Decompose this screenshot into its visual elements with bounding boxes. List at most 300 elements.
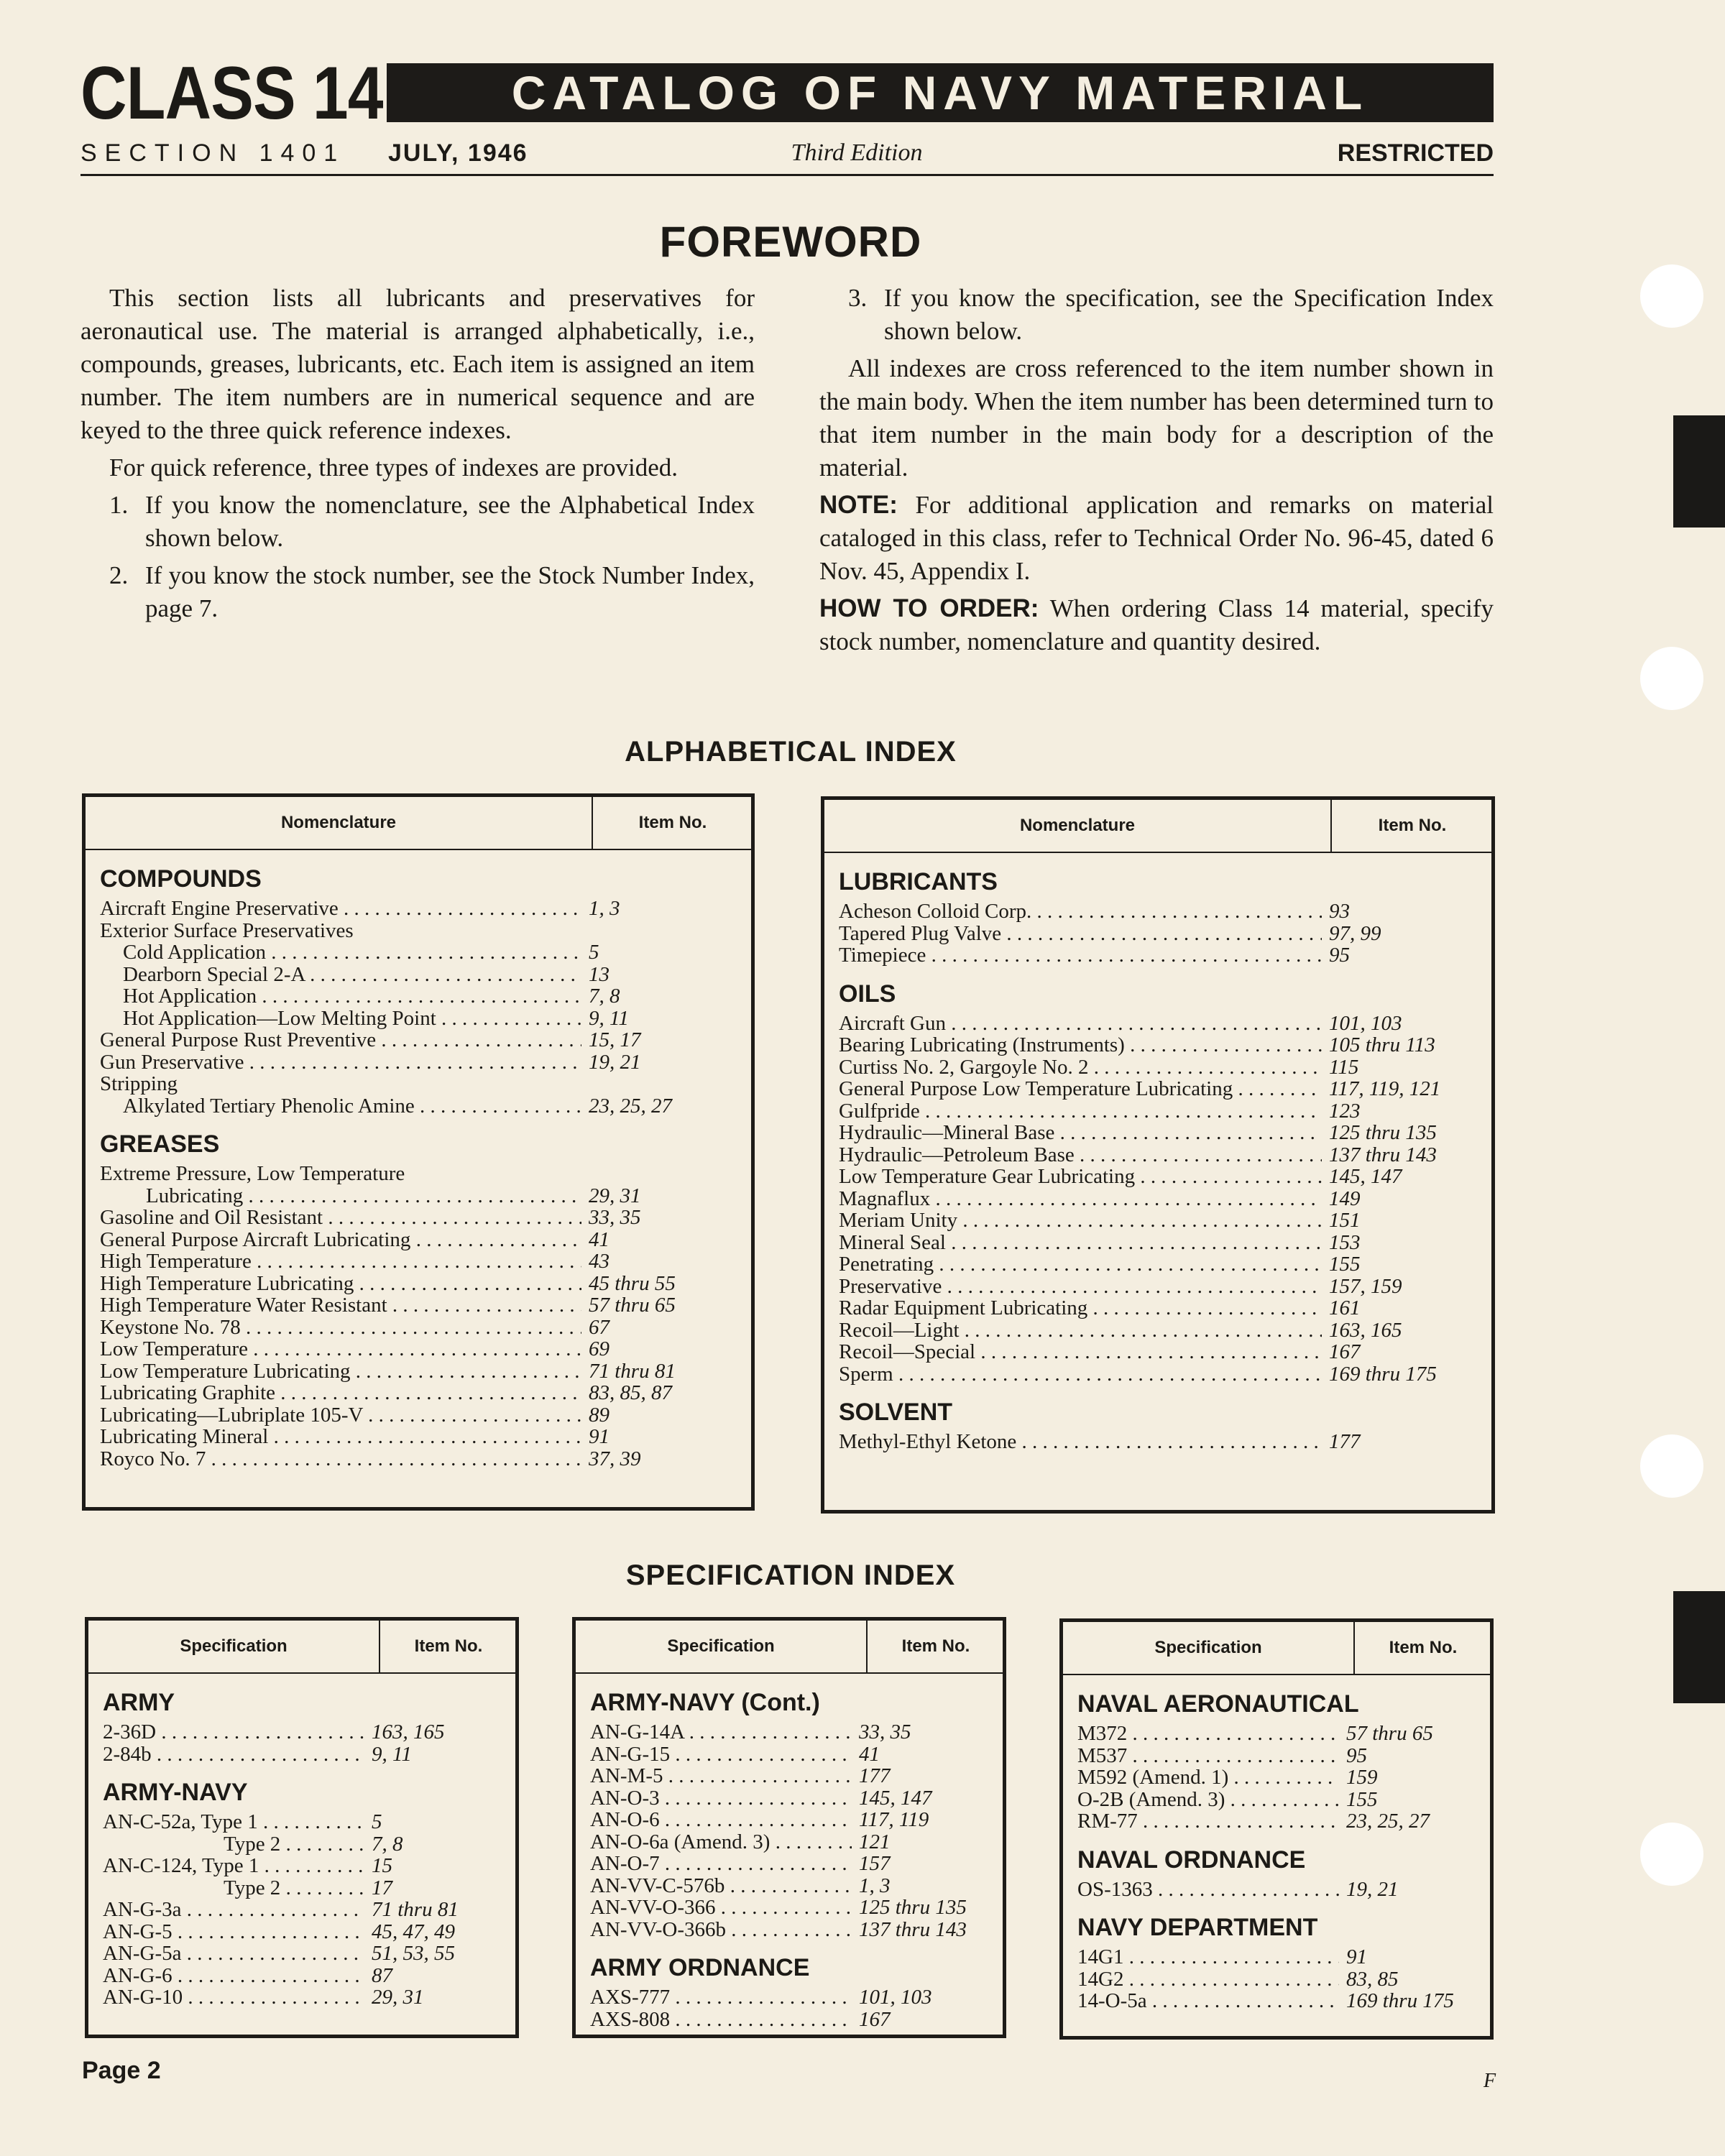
index-entry-item-no: 137 thru 143: [1329, 1143, 1437, 1166]
index-entry-item-no: 167: [859, 2007, 891, 2031]
index-entry-name: Sperm . . .: [839, 1363, 1322, 1386]
index-entry-name: AN-O-6a (Amend. 3) . . .: [590, 1831, 852, 1853]
index-entry-name: AXS-777 . . .: [590, 1986, 852, 2009]
item-no-header: Item No.: [1330, 800, 1493, 852]
index-row: [100, 1338, 737, 1360]
index-group-title: ARMY-NAVY: [103, 1779, 248, 1806]
subheader: [80, 138, 1494, 176]
index-row: [103, 1921, 501, 1943]
index-row: [100, 1426, 737, 1448]
index-row: [103, 1877, 501, 1899]
index-entry-name: Hydraulic—Mineral Base . . .: [839, 1122, 1322, 1144]
index-entry-name: Exterior Surface Preservatives: [100, 919, 354, 941]
index-row: [100, 1029, 737, 1051]
index-row: [1077, 1968, 1476, 1991]
foreword-step: [109, 489, 755, 555]
index-entry-name: 2-36D . . .: [103, 1721, 364, 1743]
index-group-title: NAVAL AERONAUTICAL: [1077, 1690, 1359, 1718]
index-row: [100, 1207, 737, 1229]
index-entry-name: AN-G-14A . . .: [590, 1721, 852, 1743]
index-row: [839, 1034, 1477, 1056]
index-entry-item-no: 95: [1346, 1743, 1367, 1767]
index-entry-name: M592 (Amend. 1) . . .: [1077, 1766, 1339, 1789]
index-entry-name: Low Temperature Lubricating . . .: [100, 1360, 581, 1383]
index-entry-name: AN-VV-O-366b . . .: [590, 1919, 852, 1941]
index-group-title: LUBRICANTS: [839, 868, 998, 895]
index-entry-item-no: 145, 147: [859, 1786, 932, 1810]
index-row: [1077, 1946, 1476, 1968]
section-label: SECTION 1401: [80, 139, 346, 167]
order-text: When ordering Class 14 material, specify stock number, nomenclature and quantity desired.: [819, 594, 1494, 655]
index-entry-name: Recoil—Special . . .: [839, 1341, 1322, 1363]
index-row: [103, 1943, 501, 1965]
index-entry-name: Low Temperature . . .: [100, 1338, 581, 1360]
index-row: [103, 1899, 501, 1921]
index-entry-name: AN-G-6 . . .: [103, 1965, 364, 1987]
index-row: [839, 944, 1477, 967]
index-entry-name: Type 2 . . .: [103, 1877, 364, 1899]
index-group-title: NAVAL ORDNANCE: [1077, 1846, 1306, 1874]
index-entry-item-no: 123: [1329, 1099, 1361, 1123]
index-row: [839, 1431, 1477, 1453]
classification-label: RESTRICTED: [1337, 139, 1494, 167]
index-row: [839, 1297, 1477, 1319]
index-row: [100, 1448, 737, 1470]
index-entry-item-no: 167: [1329, 1340, 1361, 1363]
index-row: [590, 2009, 988, 2031]
index-entry-name: Gun Preservative . . .: [100, 1051, 581, 1074]
index-entry-name: Lubricating Mineral . . .: [100, 1426, 581, 1448]
index-tab: [1673, 415, 1725, 528]
index-entry-item-no: 19, 21: [1346, 1877, 1399, 1901]
binder-hole: [1640, 647, 1703, 710]
index-entry-name: Hydraulic—Petroleum Base . . .: [839, 1144, 1322, 1166]
nomenclature-header: Nomenclature: [280, 813, 397, 832]
index-groups: [88, 1674, 515, 2009]
index-entry-item-no: 101, 103: [859, 1986, 932, 2009]
index-row: [1077, 1879, 1476, 1901]
class-title: CLASS 14: [80, 52, 383, 135]
index-row: [839, 1319, 1477, 1342]
index-entry-name: Curtiss No. 2, Gargoyle No. 2 . . .: [839, 1056, 1322, 1079]
index-entry-item-no: 101, 103: [1329, 1011, 1402, 1035]
index-entry-item-no: 163, 165: [372, 1720, 445, 1743]
index-entry-item-no: 95: [1329, 944, 1350, 967]
item-no-header: Item No.: [866, 1621, 1004, 1672]
index-entry-item-no: 145, 147: [1329, 1165, 1402, 1188]
index-entry-item-no: 153: [1329, 1230, 1361, 1254]
index-entry-name: Meriam Unity . . .: [839, 1210, 1322, 1232]
foreword-note: [819, 489, 1494, 588]
index-entry-name: Alkylated Tertiary Phenolic Amine . . .: [100, 1095, 581, 1118]
index-row: [100, 1382, 737, 1404]
index-row: [1077, 1745, 1476, 1767]
index-entry-item-no: 115: [1329, 1055, 1359, 1079]
box-header: [576, 1621, 1003, 1674]
index-row: [1077, 1766, 1476, 1789]
index-groups: [824, 853, 1491, 1453]
index-entry-item-no: 149: [1329, 1187, 1361, 1210]
index-entry-item-no: 5: [589, 941, 599, 964]
index-entry-item-no: 1, 3: [589, 897, 620, 920]
index-entry-name: AN-G-5 . . .: [103, 1921, 364, 1943]
index-entry-name: Extreme Pressure, Low Temperature: [100, 1163, 405, 1185]
binder-hole: [1640, 1823, 1703, 1886]
index-entry-item-no: 7, 8: [589, 985, 620, 1008]
foreword-left-column: [80, 282, 755, 630]
index-row: [590, 1787, 988, 1810]
index-row: [100, 1317, 737, 1339]
index-entry-item-no: 29, 31: [589, 1184, 641, 1207]
index-entry-name: Acheson Colloid Corp. . . .: [839, 900, 1322, 923]
index-entry-item-no: 105 thru 113: [1329, 1033, 1435, 1056]
index-row: [100, 1294, 737, 1317]
specification-index-box-2: [572, 1617, 1006, 2038]
index-row: [103, 1721, 501, 1743]
alphabetical-index-left-box: [82, 793, 755, 1511]
index-entry-name: RM-77 . . .: [1077, 1810, 1339, 1833]
index-entry-item-no: 45 thru 55: [589, 1271, 676, 1295]
index-entry-item-no: 71 thru 81: [372, 1898, 459, 1921]
index-row: [100, 1229, 737, 1251]
index-row: [1077, 1990, 1476, 2012]
index-row: [100, 898, 737, 920]
index-entry-name: Keystone No. 78 . . .: [100, 1317, 581, 1339]
index-entry-item-no: 177: [1329, 1430, 1361, 1453]
index-entry-item-no: 157, 159: [1329, 1274, 1402, 1298]
binder-hole: [1640, 264, 1703, 328]
index-row: [839, 1100, 1477, 1123]
index-row: [590, 1765, 988, 1787]
index-entry-name: Lubricating . . .: [100, 1185, 581, 1207]
index-entry-item-no: 19, 21: [589, 1050, 641, 1074]
index-entry-item-no: 57 thru 65: [1346, 1722, 1433, 1745]
index-entry-name: Tapered Plug Valve . . .: [839, 923, 1322, 945]
step-text: If you know the stock number, see the Stock Number Index, page 7.: [145, 561, 755, 622]
index-entry-item-no: 13: [589, 962, 610, 986]
index-entry-item-no: 117, 119, 121: [1329, 1077, 1441, 1100]
index-row: [100, 1073, 737, 1095]
index-row: [590, 1919, 988, 1941]
index-entry-name: High Temperature Lubricating . . .: [100, 1273, 581, 1295]
index-entry-item-no: 169 thru 175: [1329, 1362, 1437, 1386]
index-entry-item-no: 71 thru 81: [589, 1359, 676, 1383]
step-number: 1.: [109, 491, 129, 519]
index-entry-item-no: 121: [859, 1830, 891, 1853]
index-row: [100, 1163, 737, 1185]
index-entry-name: Dearborn Special 2-A . . .: [100, 964, 581, 986]
index-entry-item-no: 51, 53, 55: [372, 1942, 455, 1965]
index-row: [590, 1986, 988, 2009]
index-row: [100, 1404, 737, 1427]
index-entry-name: Lubricating Graphite . . .: [100, 1382, 581, 1404]
index-entry-name: General Purpose Rust Preventive . . .: [100, 1029, 581, 1051]
index-row: [103, 1743, 501, 1766]
index-entry-item-no: 91: [589, 1425, 610, 1448]
foreword-right-column: [819, 282, 1494, 663]
footer-mark: F: [1484, 2070, 1496, 2092]
index-entry-item-no: 33, 35: [589, 1206, 641, 1229]
index-entry-item-no: 163, 165: [1329, 1318, 1402, 1342]
index-entry-item-no: 155: [1346, 1787, 1378, 1811]
index-entry-name: Aircraft Gun . . .: [839, 1013, 1322, 1035]
index-entry-name: Bearing Lubricating (Instruments) . . .: [839, 1034, 1322, 1056]
index-entry-name: AN-M-5 . . .: [590, 1765, 852, 1787]
specification-header: Specification: [180, 1636, 288, 1656]
index-entry-item-no: 17: [372, 1876, 392, 1899]
step-number: 2.: [109, 561, 129, 589]
index-row: [839, 1341, 1477, 1363]
edition-label: Third Edition: [791, 139, 923, 166]
order-label: HOW TO ORDER:: [819, 594, 1039, 622]
foreword-step: [848, 282, 1494, 348]
index-entry-item-no: 125 thru 135: [1329, 1121, 1437, 1144]
index-entry-name: Timepiece . . .: [839, 944, 1322, 967]
index-entry-item-no: 169 thru 175: [1346, 1989, 1454, 2012]
index-entry-item-no: 89: [589, 1403, 610, 1427]
index-entry-name: 14G2 . . .: [1077, 1968, 1339, 1991]
index-entry-name: M372 . . .: [1077, 1723, 1339, 1745]
index-entry-name: M537 . . .: [1077, 1745, 1339, 1767]
index-row: [839, 1188, 1477, 1210]
foreword-title: FOREWORD: [659, 218, 922, 266]
index-entry-name: Gasoline and Oil Resistant . . .: [100, 1207, 581, 1229]
index-entry-item-no: 1, 3: [859, 1874, 891, 1897]
foreword-step: [109, 559, 755, 625]
step-text: If you know the nomenclature, see the Alphabetical Index shown below.: [145, 491, 755, 552]
index-row: [103, 1833, 501, 1856]
index-entry-name: AN-G-15 . . .: [590, 1743, 852, 1766]
specification-index-box-1: [85, 1617, 519, 2038]
index-row: [839, 1210, 1477, 1232]
index-row: [590, 1743, 988, 1766]
index-entry-name: 2-84b . . .: [103, 1743, 364, 1766]
index-entry-item-no: 23, 25, 27: [1346, 1810, 1430, 1833]
index-row: [100, 1273, 737, 1295]
index-row: [839, 1276, 1477, 1298]
catalog-title-band: CATALOG OF NAVY MATERIAL: [387, 63, 1494, 122]
nomenclature-header: Nomenclature: [1019, 816, 1136, 835]
index-entry-name: Penetrating . . .: [839, 1253, 1322, 1276]
index-entry-item-no: 67: [589, 1315, 610, 1339]
index-entry-name: Stripping: [100, 1073, 178, 1095]
index-group-title: GREASES: [100, 1130, 220, 1158]
foreword-intro: This section lists all lubricants and preservatives for aeronautical use. The material is arranged alphabetically, i.e., compounds, greases, lubricants, etc. Each item is assigned an item number. The item numbers are in numerical sequence and are keyed to the three quick reference indexes.: [80, 284, 755, 444]
index-row: [839, 1166, 1477, 1188]
index-groups: [86, 850, 751, 1470]
index-row: [839, 1253, 1477, 1276]
index-entry-name: Royco No. 7 . . .: [100, 1448, 581, 1470]
index-entry-name: AN-VV-C-576b . . .: [590, 1875, 852, 1897]
index-row: [839, 900, 1477, 923]
specification-header: Specification: [667, 1636, 775, 1656]
index-row: [100, 1008, 737, 1030]
specification-index-box-3: [1059, 1618, 1494, 2040]
index-entry-item-no: 155: [1329, 1253, 1361, 1276]
index-entry-name: 14G1 . . .: [1077, 1946, 1339, 1968]
index-tab: [1673, 1591, 1725, 1703]
index-entry-name: Radar Equipment Lubricating . . .: [839, 1297, 1322, 1319]
index-entry-item-no: 9, 11: [372, 1742, 412, 1766]
index-entry-name: Lubricating—Lubriplate 105-V . . .: [100, 1404, 581, 1427]
index-entry-item-no: 87: [372, 1963, 392, 1987]
index-entry-name: 14-O-5a . . .: [1077, 1990, 1339, 2012]
index-row: [103, 1855, 501, 1877]
index-entry-name: AN-C-52a, Type 1 . . .: [103, 1811, 364, 1833]
binder-hole: [1640, 1434, 1703, 1498]
index-entry-item-no: 29, 31: [372, 1986, 424, 2009]
index-entry-name: AN-O-6 . . .: [590, 1809, 852, 1831]
index-entry-item-no: 45, 47, 49: [372, 1920, 455, 1943]
index-row: [839, 1078, 1477, 1100]
step-number: 3.: [848, 284, 868, 312]
index-row: [590, 1875, 988, 1897]
index-entry-name: General Purpose Low Temperature Lubricating . . .: [839, 1078, 1322, 1100]
index-entry-item-no: 33, 35: [859, 1720, 911, 1743]
index-row: [103, 1965, 501, 1987]
index-entry-item-no: 125 thru 135: [859, 1896, 967, 1919]
index-row: [839, 1056, 1477, 1079]
index-entry-name: Hot Application—Low Melting Point . . .: [100, 1008, 581, 1030]
index-row: [100, 941, 737, 964]
item-no-header: Item No.: [592, 797, 753, 849]
index-entry-name: Low Temperature Gear Lubricating . . .: [839, 1166, 1322, 1188]
index-entry-name: Gulfpride . . .: [839, 1100, 1322, 1123]
index-entry-item-no: 57 thru 65: [589, 1294, 676, 1317]
index-row: [1077, 1789, 1476, 1811]
index-entry-item-no: 41: [859, 1742, 880, 1766]
index-entry-name: AN-C-124, Type 1 . . .: [103, 1855, 364, 1877]
index-entry-name: Mineral Seal . . .: [839, 1232, 1322, 1254]
box-header: [86, 797, 751, 850]
index-row: [590, 1897, 988, 1919]
index-groups: [576, 1674, 1003, 2030]
index-row: [103, 1811, 501, 1833]
index-row: [100, 1360, 737, 1383]
index-entry-item-no: 137 thru 143: [859, 1917, 967, 1941]
index-row: [100, 985, 737, 1008]
index-entry-item-no: 161: [1329, 1296, 1361, 1319]
date-label: JULY, 1946: [388, 139, 528, 167]
specification-index-title: SPECIFICATION INDEX: [625, 1560, 956, 1591]
index-row: [839, 1013, 1477, 1035]
index-group-title: ARMY-NAVY (Cont.): [590, 1689, 820, 1716]
index-entry-item-no: 69: [589, 1337, 610, 1360]
index-entry-name: High Temperature . . .: [100, 1250, 581, 1273]
index-entry-item-no: 177: [859, 1764, 891, 1787]
index-entry-name: Type 2 . . .: [103, 1833, 364, 1856]
index-entry-item-no: 117, 119: [859, 1808, 929, 1831]
index-entry-item-no: 97, 99: [1329, 921, 1381, 945]
index-row: [100, 964, 737, 986]
index-entry-name: AN-G-5a . . .: [103, 1943, 364, 1965]
index-entry-name: OS-1363 . . .: [1077, 1879, 1339, 1901]
index-entry-name: O-2B (Amend. 3) . . .: [1077, 1789, 1339, 1811]
index-entry-item-no: 15: [372, 1854, 392, 1877]
index-entry-name: Hot Application . . .: [100, 985, 581, 1008]
index-entry-item-no: 83, 85: [1346, 1967, 1399, 1991]
box-header: [88, 1621, 515, 1674]
index-group-title: ARMY: [103, 1689, 175, 1716]
index-entry-name: AN-O-7 . . .: [590, 1853, 852, 1875]
index-row: [590, 1853, 988, 1875]
index-entry-name: AN-O-3 . . .: [590, 1787, 852, 1810]
index-group-title: NAVY DEPARTMENT: [1077, 1914, 1318, 1941]
index-groups: [1063, 1675, 1490, 2012]
index-entry-item-no: 157: [859, 1852, 891, 1875]
foreword-quick-ref: For quick reference, three types of indexes are provided.: [109, 453, 678, 482]
index-entry-item-no: 93: [1329, 900, 1350, 923]
index-group-title: OILS: [839, 980, 896, 1008]
note-text: For additional application and remarks on material cataloged in this class, refer to Technical Order No. 96-45, dated 6 Nov. 45, Appendix I.: [819, 491, 1494, 585]
index-row: [100, 1250, 737, 1273]
index-entry-item-no: 159: [1346, 1766, 1378, 1789]
alphabetical-index-title: ALPHABETICAL INDEX: [625, 736, 957, 768]
index-entry-name: Cold Application . . .: [100, 941, 581, 964]
index-row: [839, 1232, 1477, 1254]
index-group-title: ARMY ORDNANCE: [590, 1954, 810, 1981]
index-row: [839, 1122, 1477, 1144]
index-row: [839, 1144, 1477, 1166]
index-entry-name: Recoil—Light . . .: [839, 1319, 1322, 1342]
index-entry-item-no: 41: [589, 1227, 610, 1251]
index-row: [100, 920, 737, 942]
index-entry-item-no: 83, 85, 87: [589, 1381, 672, 1404]
item-no-header: Item No.: [379, 1621, 517, 1672]
index-entry-name: AN-VV-O-366 . . .: [590, 1897, 852, 1919]
index-entry-name: AXS-808 . . .: [590, 2009, 852, 2031]
index-group-title: SOLVENT: [839, 1399, 953, 1426]
index-entry-name: Methyl-Ethyl Ketone . . .: [839, 1431, 1322, 1453]
note-label: NOTE:: [819, 491, 898, 519]
index-row: [839, 923, 1477, 945]
index-row: [1077, 1723, 1476, 1745]
index-entry-item-no: 7, 8: [372, 1832, 403, 1856]
index-row: [590, 1721, 988, 1743]
index-row: [100, 1185, 737, 1207]
index-entry-item-no: 23, 25, 27: [589, 1094, 672, 1118]
index-row: [590, 1809, 988, 1831]
foreword-order: [819, 592, 1494, 658]
index-entry-item-no: 151: [1329, 1209, 1361, 1232]
index-entry-item-no: 43: [589, 1250, 610, 1273]
index-row: [590, 1831, 988, 1853]
index-entry-name: AN-G-3a . . .: [103, 1899, 364, 1921]
specification-header: Specification: [1154, 1638, 1262, 1657]
box-header: [1063, 1622, 1490, 1675]
index-entry-name: AN-G-10 . . .: [103, 1986, 364, 2009]
index-entry-name: Magnaflux . . .: [839, 1188, 1322, 1210]
index-row: [103, 1986, 501, 2009]
alphabetical-index-right-box: [821, 796, 1495, 1514]
foreword-cross-ref: All indexes are cross referenced to the item number shown in the main body. When the item number has been determined turn to that item number in the main body for a description of the material.: [819, 354, 1494, 482]
index-entry-name: Aircraft Engine Preservative . . .: [100, 898, 581, 920]
index-entry-item-no: 5: [372, 1810, 382, 1833]
page-number: Page 2: [82, 2057, 161, 2084]
index-row: [100, 1095, 737, 1118]
index-group-title: COMPOUNDS: [100, 865, 262, 893]
index-row: [1077, 1810, 1476, 1833]
index-entry-item-no: 37, 39: [589, 1447, 641, 1470]
index-entry-item-no: 91: [1346, 1945, 1367, 1968]
step-text: If you know the specification, see the Specification Index shown below.: [884, 284, 1494, 345]
index-row: [100, 1051, 737, 1074]
index-row: [839, 1363, 1477, 1386]
index-entry-name: General Purpose Aircraft Lubricating . . .: [100, 1229, 581, 1251]
index-entry-name: High Temperature Water Resistant . . .: [100, 1294, 581, 1317]
index-entry-item-no: 15, 17: [589, 1028, 641, 1051]
index-entry-name: Preservative . . .: [839, 1276, 1322, 1298]
